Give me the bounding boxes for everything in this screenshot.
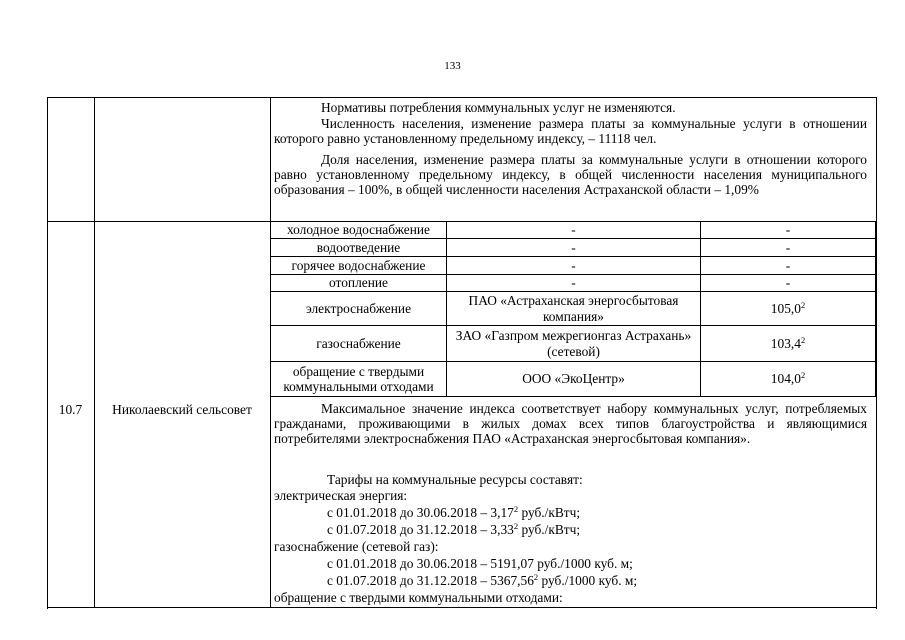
page-number: 133 (444, 60, 461, 72)
electric-label: электрическая энергия: (274, 488, 408, 503)
norms-paragraph: Нормативы потребления коммунальных услуг не изменяются. (321, 100, 676, 115)
service-name: обращение с твердыми коммунальными отходами (271, 362, 447, 397)
service-name: отопление (271, 275, 447, 292)
table-row (271, 275, 876, 292)
service-provider: - (447, 239, 701, 257)
services-table (270, 221, 876, 397)
service-provider: - (447, 275, 701, 292)
service-name: газоснабжение (271, 326, 447, 362)
footnote-mark: 2 (800, 370, 806, 381)
service-name: холодное водоснабжение (271, 222, 447, 239)
service-index (701, 362, 876, 397)
tariff-text: с 01.07.2018 до 31.12.2018 – 5367,56 (327, 573, 534, 588)
service-index (701, 326, 876, 362)
service-provider: ООО «ЭкоЦентр» (447, 362, 701, 397)
table-row (271, 292, 876, 326)
service-index: - (701, 257, 876, 275)
table-row (271, 257, 876, 275)
footnote-mark: 2 (513, 504, 519, 514)
footnote-mark: 2 (533, 572, 539, 582)
settlement-name: Николаевский сельсовет (112, 402, 252, 417)
tariff-unit: руб./кВтч; (518, 522, 581, 537)
table-row (271, 326, 876, 362)
service-provider: ЗАО «Газпром межрегионгаз Астрахань» (сетевой) (447, 326, 701, 362)
footnote-mark: 2 (800, 299, 806, 310)
gas-label: газоснабжение (сетевой газ): (274, 539, 439, 554)
service-index: - (701, 222, 876, 239)
tariff-unit: руб./1000 куб. м; (538, 573, 638, 588)
tariffs-intro: Тарифы на коммунальные ресурсы составят: (327, 472, 583, 487)
service-provider: - (447, 257, 701, 275)
row-number: 10.7 (58, 402, 83, 417)
footnote-mark: 2 (800, 334, 806, 345)
service-provider: ПАО «Астраханская энергосбытовая компания» (447, 292, 701, 326)
population-share-paragraph: Доля населения, изменение размера платы за коммунальные услуги в отношении которого равно установленному предельному индексу, в общей численности населения муниципального образования – 100%, в общей численности населения Астраханской области – 1,09% (274, 152, 867, 198)
index-value: 104,0 (770, 371, 801, 387)
max-index-paragraph: Максимальное значение индекса соответствует набору коммунальных услуг, потребляемых гражданами, проживающими в жилых домах всех типов благоустройства и являющимися потребителями электроснабжения ПАО «Астраханская энергосбытовая компания». (274, 401, 867, 447)
service-name: горячее водоснабжение (271, 257, 447, 275)
tariff-text: с 01.01.2018 до 30.06.2018 – 3,17 (327, 505, 514, 520)
index-value: 105,0 (770, 300, 801, 316)
footnote-mark: 2 (513, 521, 519, 531)
service-index (701, 292, 876, 326)
table-row (271, 239, 876, 257)
service-index: - (701, 275, 876, 292)
service-provider: - (447, 222, 701, 239)
service-index: - (701, 239, 876, 257)
gas-tariff-h1: с 01.01.2018 до 30.06.2018 – 5191,07 руб./1000 куб. м; (327, 556, 633, 571)
waste-label: обращение с твердыми коммунальными отходами: (274, 590, 563, 605)
electric-tariff-h1 (327, 505, 580, 520)
tariff-text: с 01.07.2018 до 31.12.2018 – 3,33 (327, 522, 514, 537)
population-paragraph: Численность населения, изменение размера платы за коммунальные услуги в отношении которого равно установленному предельному индексу, – 11118 чел. (274, 116, 867, 147)
table-row (271, 222, 876, 239)
service-name: электроснабжение (271, 292, 447, 326)
column-divider (94, 97, 95, 608)
gas-tariff-h2 (327, 573, 637, 588)
service-name: водоотведение (271, 239, 447, 257)
table-bottom-border (47, 607, 876, 608)
table-row (271, 362, 876, 397)
electric-tariff-h2 (327, 522, 580, 537)
index-value: 103,4 (770, 335, 801, 351)
tariff-unit: руб./кВтч; (518, 505, 581, 520)
